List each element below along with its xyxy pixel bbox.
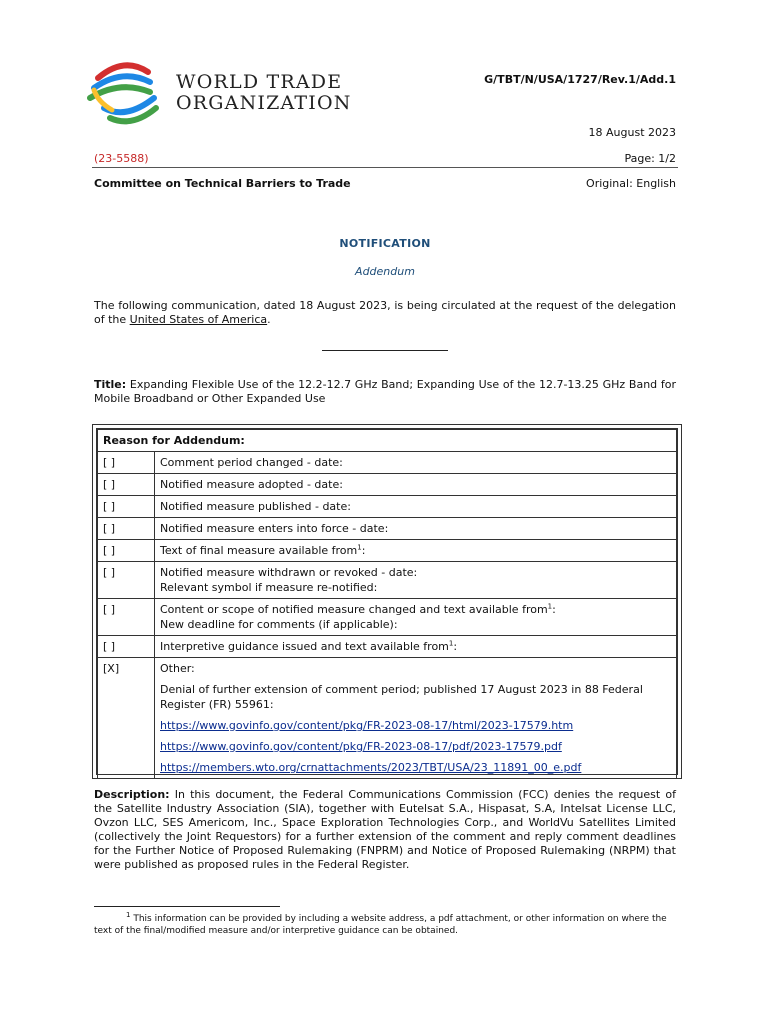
reason-text: Notified measure enters into force - date: <box>155 518 677 540</box>
footnote-divider <box>94 906 280 907</box>
wto-emblem-icon <box>84 58 174 130</box>
org-line-2: ORGANIZATION <box>176 92 352 114</box>
reason-text: Notified measure withdrawn or revoked - date: Relevant symbol if measure re-notified: <box>155 562 677 599</box>
table-row <box>98 540 677 562</box>
org-line-1: WORLD TRADE <box>176 71 343 93</box>
original-language: Original: English <box>586 177 676 190</box>
other-label: Other: <box>160 662 195 675</box>
checkbox-mark: [ ] <box>98 452 155 474</box>
footnote-ref: 1 <box>357 543 362 552</box>
member-name: United States of America <box>129 313 268 326</box>
link-govinfo-pdf[interactable]: https://www.govinfo.gov/content/pkg/FR-2023-08-17/pdf/2023-17579.pdf <box>160 740 562 753</box>
description-paragraph <box>94 788 676 872</box>
checkbox-mark: [ ] <box>98 496 155 518</box>
table-row <box>98 496 677 518</box>
page-number: Page: 1/2 <box>624 152 676 165</box>
table-row-other <box>98 658 677 779</box>
table-row <box>98 599 677 636</box>
reason-for-addendum-box <box>92 424 682 779</box>
title-label: Title: <box>94 378 127 391</box>
reason-text: Notified measure adopted - date: <box>155 474 677 496</box>
table-row <box>98 562 677 599</box>
description-text: In this document, the Federal Communications Commission (FCC) denies the request of the Satellite Industry Association (SIA), together with Eutelsat S.A., Hispasat, S.A, Intelsat License LLC, Ovzon LLC, SES Americom, Inc., Space Exploration Technologies Corp., and WorldVu Satellites Limited (collectively the Joint Requestors) for a further extension of the comment and reply comment deadlines for the Further Notice of Proposed Rulemaking (FNPRM) and Notice of Proposed Rulemaking (NRPM) that were published as proposed rules in the Federal Register. <box>94 788 676 871</box>
footnote-text: This information can be provided by including a website address, a pdf attachment, or other information on where the text of the final/modified measure and/or interpretive guidance can be obtained. <box>94 914 667 936</box>
reason-text: Notified measure published - date: <box>155 496 677 518</box>
reason-other <box>155 658 677 779</box>
table-row <box>98 474 677 496</box>
reference-number: (23-5588) <box>94 152 149 165</box>
title-paragraph <box>94 378 676 406</box>
document-date: 18 August 2023 <box>588 126 676 139</box>
committee-name: Committee on Technical Barriers to Trade <box>94 177 351 190</box>
reason-text: Comment period changed - date: <box>155 452 677 474</box>
checkbox-mark: [ ] <box>98 518 155 540</box>
checkbox-mark: [ ] <box>98 474 155 496</box>
reason-text: Interpretive guidance issued and text available from$^1$: <box>155 636 677 658</box>
footnote <box>94 913 676 937</box>
header-divider <box>92 167 678 168</box>
other-detail: Denial of further extension of comment period; published 17 August 2023 in 88 Federal Register (FR) 55961: <box>160 683 643 711</box>
checkbox-mark-other: [X] <box>98 658 155 779</box>
reason-text: Text of final measure available from$^1$: <box>155 540 677 562</box>
document-symbol: G/TBT/N/USA/1727/Rev.1/Add.1 <box>484 73 676 86</box>
footnote-ref: 1 <box>547 602 553 611</box>
notification-heading: NOTIFICATION <box>339 237 431 250</box>
checkbox-mark: [ ] <box>98 636 155 658</box>
reason-table <box>97 429 677 779</box>
link-wto-attachment[interactable]: https://members.wto.org/crnattachments/2023/TBT/USA/23_11891_00_e.pdf <box>160 761 582 774</box>
table-row <box>98 636 677 658</box>
addendum-subheading: Addendum <box>355 265 415 278</box>
wto-logo-text <box>176 72 352 114</box>
title-text: Expanding Flexible Use of the 12.2-12.7 GHz Band; Expanding Use of the 12.7-13.25 GHz Band for Mobile Broadband or Other Expanded Use <box>94 378 676 405</box>
footnote-ref: 1 <box>448 639 454 648</box>
checkbox-mark: [ ] <box>98 562 155 599</box>
description-label: Description: <box>94 788 170 801</box>
checkbox-mark: [ ] <box>98 540 155 562</box>
footnote-number: 1 <box>126 911 131 919</box>
checkbox-mark: [ ] <box>98 599 155 636</box>
table-row <box>98 452 677 474</box>
reason-header: Reason for Addendum: <box>98 430 677 452</box>
section-separator <box>322 350 448 351</box>
intro-paragraph: The following communication, dated 18 August 2023, is being circulated at the request of the delegation of the United States of America. <box>94 299 676 326</box>
link-govinfo-html[interactable]: https://www.govinfo.gov/content/pkg/FR-2023-08-17/html/2023-17579.htm <box>160 719 574 732</box>
reason-text: Content or scope of notified measure changed and text available from$^1$: New deadline for comments (if applicable): <box>155 599 677 636</box>
table-row <box>98 518 677 540</box>
